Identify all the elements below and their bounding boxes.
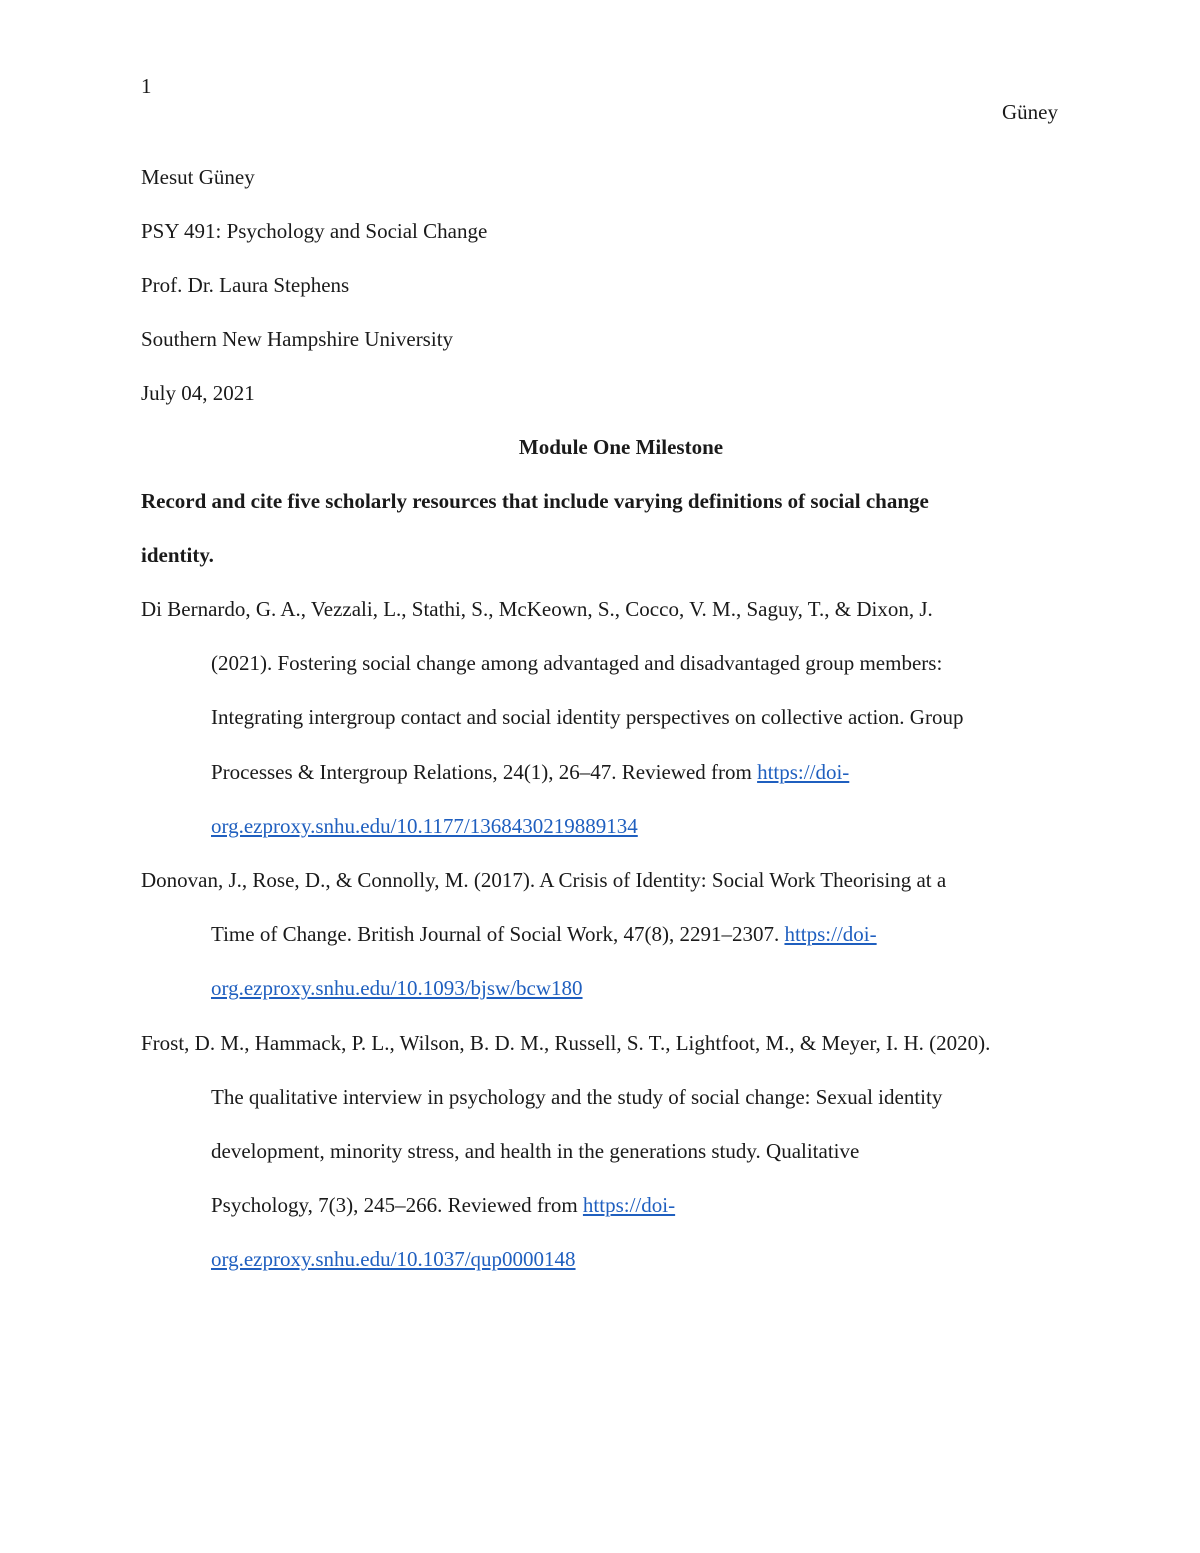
course-name: PSY 491: Psychology and Social Change: [141, 219, 488, 243]
reference-line: The qualitative interview in psychology and the study of social change: Sexual identity: [211, 1084, 943, 1109]
doi-link[interactable]: org.ezproxy.snhu.edu/10.1037/qup0000148: [211, 1247, 576, 1272]
reference-line: Di Bernardo, G. A., Vezzali, L., Stathi, S., McKeown, S., Cocco, V. M., Saguy, T., & Dixon, J.: [141, 597, 933, 621]
document-body: [141, 150, 1101, 1286]
reference-line: (2021). Fostering social change among advantaged and disadvantaged group members:: [211, 651, 943, 676]
reference-text: Psychology, 7(3), 245–266. Reviewed from: [211, 1193, 583, 1218]
doi-link[interactable]: org.ezproxy.snhu.edu/10.1177/1368430219889134: [211, 813, 638, 838]
reference-line: [141, 799, 1101, 853]
doi-link[interactable]: https://doi-: [757, 759, 850, 784]
doi-link[interactable]: org.ezproxy.snhu.edu/10.1093/bjsw/bcw180: [211, 976, 583, 1001]
page-number: 1: [141, 74, 152, 98]
reference-entry: [141, 1016, 1101, 1287]
reference-line: development, minority stress, and health in the generations study. Qualitative: [211, 1138, 860, 1163]
reference-line: [141, 745, 1101, 799]
reference-line: Frost, D. M., Hammack, P. L., Wilson, B. D. M., Russell, S. T., Lightfoot, M., & Meyer, I. H. (2020).: [141, 1030, 991, 1055]
institution-name: Southern New Hampshire University: [141, 327, 454, 351]
reference-line: [141, 1178, 1101, 1232]
reference-text: Time of Change. British Journal of Social Work, 47(8), 2291–2307.: [211, 922, 785, 947]
reference-entry: [141, 853, 1101, 1016]
reference-line: Donovan, J., Rose, D., & Connolly, M. (2017). A Crisis of Identity: Social Work Theorising at a: [141, 867, 947, 892]
author-name: Mesut Güney: [141, 165, 255, 189]
doi-link[interactable]: https://doi-: [784, 922, 877, 947]
reference-line: [141, 961, 1101, 1015]
running-head: Güney: [1002, 100, 1058, 124]
instructor-name: Prof. Dr. Laura Stephens: [141, 273, 350, 297]
doi-link[interactable]: https://doi-: [582, 1193, 676, 1218]
reference-line: Integrating intergroup contact and social identity perspectives on collective action. Group: [211, 705, 964, 730]
reference-line: [141, 907, 1101, 961]
reference-entry: [141, 582, 1101, 853]
document-title: Module One Milestone: [518, 435, 724, 459]
reference-line: [141, 1232, 1101, 1286]
reference-text: Processes & Intergroup Relations, 24(1), 26–47. Reviewed from: [211, 759, 758, 784]
prompt-line-1: Record and cite five scholarly resources that include varying definitions of social change: [141, 489, 929, 513]
document-date: July 04, 2021: [141, 381, 255, 405]
prompt-line-2: identity.: [141, 543, 214, 567]
